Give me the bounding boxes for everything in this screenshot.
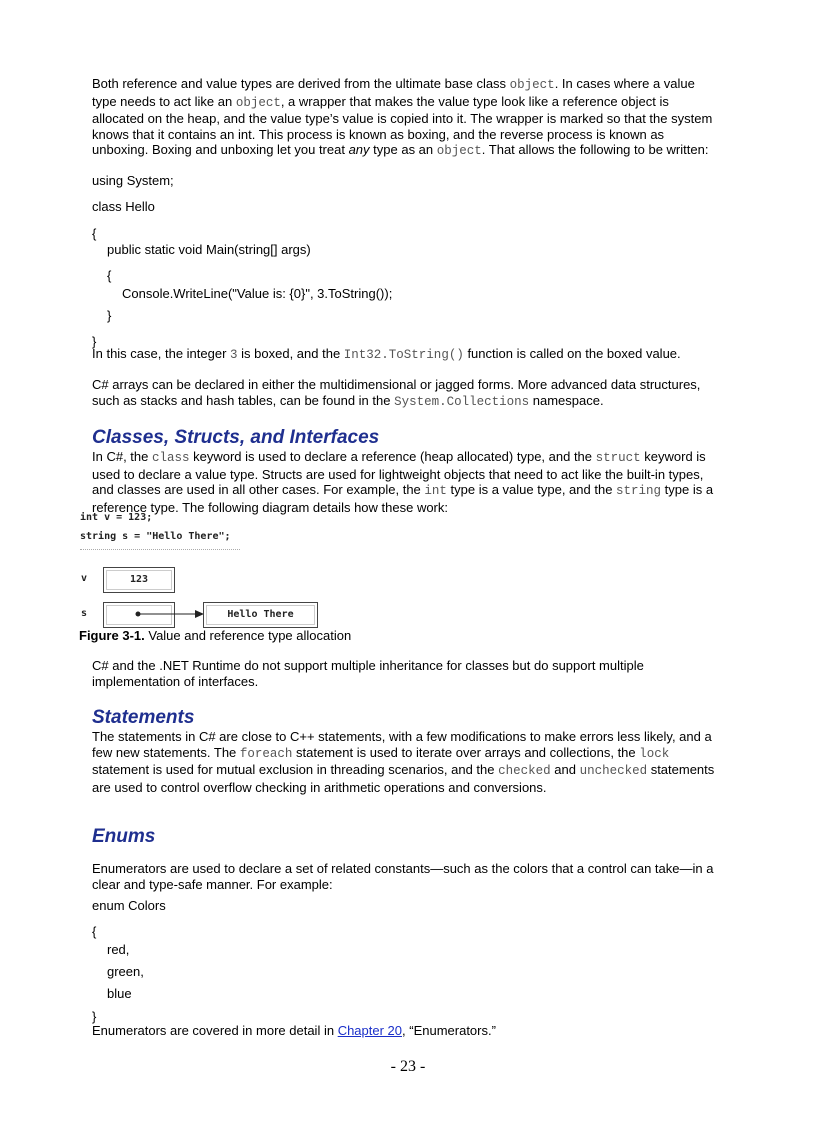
figure-code-line: int v = 123; [80,512,153,523]
heading-enums: Enums [92,826,156,847]
code-line: using System; [92,173,174,188]
boxed-explanation: In this case, the integer 3 is boxed, and the Int32.ToString() function is called on the boxed value. [92,346,681,362]
code-line: { [107,268,112,283]
label-v: v [81,573,88,584]
code-line: } [107,308,112,323]
code-line: Console.WriteLine("Value is: {0}", 3.ToString()); [122,286,393,301]
string-box [203,602,318,628]
value-box [103,567,175,593]
boxing-paragraph: Both reference and value types are derived from the ultimate base class object. In cases where a value type needs to act like an object, a wrapper that makes the value type look like a reference object is allocated on the heap, and the value type’s value is copied into it. The wrapper is marked so that the system knows that it contains an int. This process is known as boxing, and the reverse process is known as unboxing. Boxing and unboxing let you treat any type as an object. That allows the following to be written: [92,76,713,159]
classes-paragraph: In C#, the class keyword is used to declare a reference (heap allocated) type, and the struct keyword is used to declare a value type. Structs are used for lightweight objects that need to act like the built-in types, and classes are used in all other cases. For example, the int type is a value type, and the string type is a reference type. The following diagram details how these work: [92,449,714,515]
chapter-20-link[interactable]: Chapter 20 [337,1023,403,1038]
value-box-text: 123 [129,574,149,585]
code-line: class Hello [92,199,155,214]
inheritance-paragraph: C# and the .NET Runtime do not support multiple inheritance for classes but do support multiple implementation of interfaces. [92,658,644,689]
figure-divider [80,549,240,550]
code-line: { [92,924,97,939]
statements-paragraph: The statements in C# are close to C++ statements, with a few modifications to make errors less likely, and a few new statements. The foreach statement is used to iterate over arrays and collections, the lock statement is used for mutual exclusion in threading scenarios, and the checked and unchecked statements are used to control overflow checking in arithmetic operations and conversions. [92,729,715,795]
code-line: blue [107,986,132,1001]
code-line: red, [107,942,130,957]
string-box-text: Hello There [227,609,294,620]
reference-arrow [100,598,220,630]
enums-paragraph: Enumerators are used to declare a set of related constants—such as the colors that a control can take—in a clear and type-safe manner. For example: [92,861,714,892]
code-line: public static void Main(string[] args) [107,242,311,257]
figure-caption: Figure 3-1. Value and reference type allocation [79,628,352,643]
code-line: green, [107,964,144,979]
code-line: } [92,1009,97,1024]
heading-classes: Classes, Structs, and Interfaces [92,427,380,448]
heading-statements: Statements [92,707,195,728]
page-number: - 23 - [390,1058,426,1075]
arrays-paragraph: C# arrays can be declared in either the multidimensional or jagged forms. More advanced data structures, such as stacks and hash tables, can be found in the System.Collections namespace. [92,377,701,409]
code-line: } [92,334,97,349]
enums-footer: Enumerators are covered in more detail in Chapter 20, “Enumerators.” [92,1023,496,1038]
figure-code-line: string s = "Hello There"; [80,531,231,542]
code-line: enum Colors [92,898,166,913]
code-line: { [92,226,97,241]
label-s: s [81,608,88,619]
